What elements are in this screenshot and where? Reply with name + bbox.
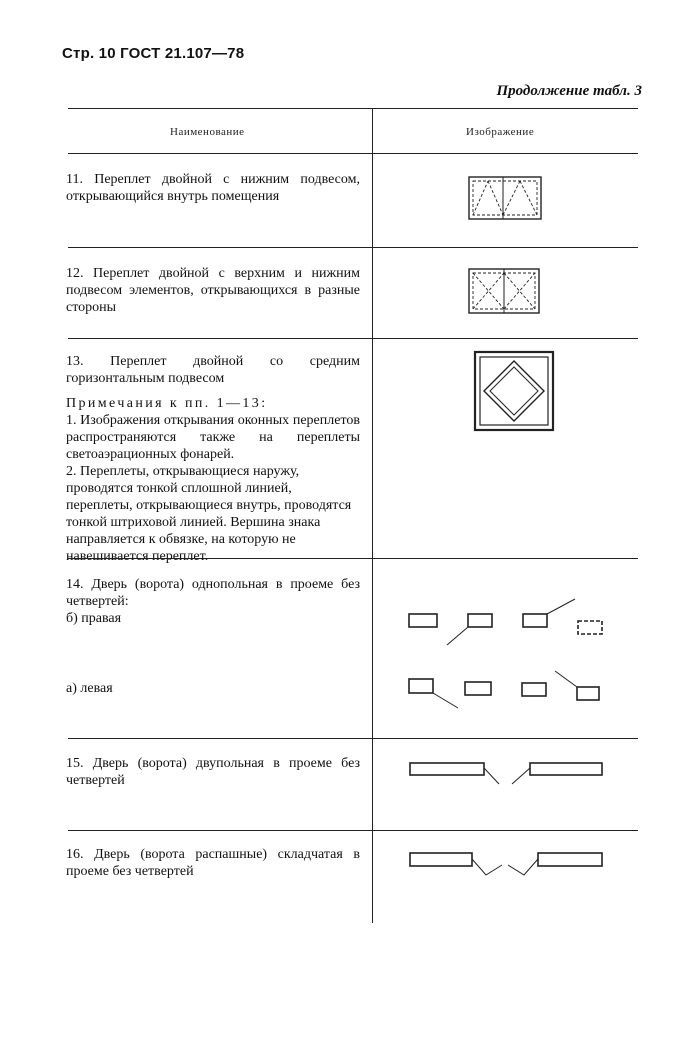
page-header: Стр. 10 ГОСТ 21.107—78 (62, 45, 245, 62)
window-center-pivot-symbol (474, 351, 554, 431)
row-13-text: 13. Переплет двойной со средним горизонтальным подвесом (66, 354, 360, 386)
door-folding-symbol (408, 850, 604, 882)
note-paragraph-2: 2. Переплеты, открывающиеся наружу, проводятся тонкой сплошной линией, переплеты, открывающиеся внутрь, проводятся тонкой штриховой линией. Вершина знака направляется к обвязке, на которую не навешивается переплет. (66, 464, 352, 564)
column-header-image: Изображение (466, 126, 535, 138)
row-12-text: 12. Переплет двойной с верхним и нижним подвесом элементов, открывающихся в разные стороны (66, 266, 360, 315)
row-16-text: 16. Дверь (ворота распашные) складчатая в проеме без четвертей (66, 847, 360, 879)
row-divider (68, 738, 638, 739)
table-top-border (68, 108, 638, 109)
row-14-right-label: б) правая (66, 611, 122, 626)
row-divider (68, 338, 638, 339)
row-15-text: 15. Дверь (ворота) двупольная в проеме без четвертей (66, 756, 360, 788)
header-divider (68, 153, 638, 154)
row-divider (68, 830, 638, 831)
row-divider (68, 558, 638, 559)
window-top-bottom-hinge-symbol (468, 268, 540, 314)
column-header-name: Наименование (170, 126, 245, 138)
row-divider (68, 247, 638, 248)
row-11-text: 11. Переплет двойной с нижним подвесом, открывающийся внутрь помещения (66, 172, 360, 204)
notes-block (66, 395, 360, 565)
column-divider (372, 108, 373, 923)
row-14-text: 14. Дверь (ворота) однопольная в проеме без четвертей: (66, 577, 360, 609)
door-double-leaf-symbol (408, 760, 604, 792)
table-continuation-label: Продолжение табл. 3 (496, 83, 642, 99)
note-paragraph-1: 1. Изображения открывания оконных переплетов распространяются также на переплеты светоаэрационных фонарей. (66, 413, 360, 462)
notes-title: Примечания к пп. 1—13: (66, 396, 268, 411)
door-single-leaf-symbol (405, 596, 615, 716)
window-bottom-hinge-symbol (468, 176, 542, 220)
row-14-left-label: а) левая (66, 681, 113, 696)
